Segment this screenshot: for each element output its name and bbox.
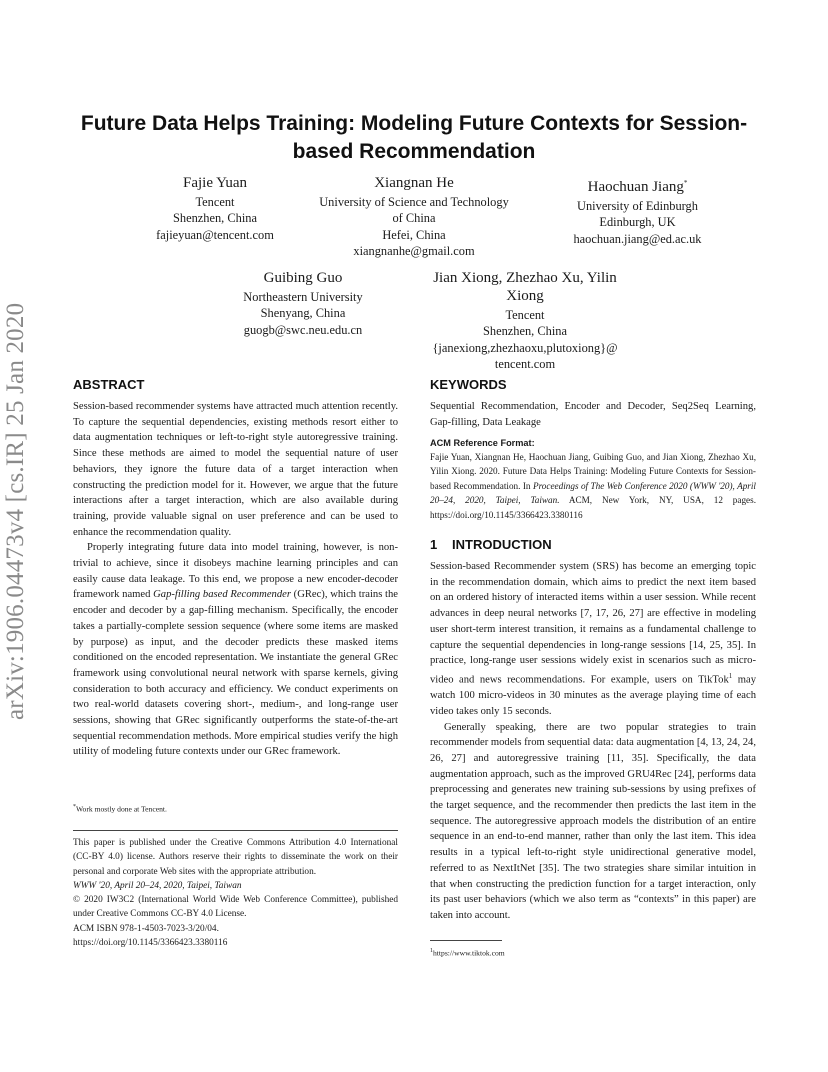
- keywords-text: Sequential Recommendation, Encoder and Decoder, Seq2Seq Learning, Gap-filling, Data Leakage: [430, 401, 756, 428]
- introduction-section: [430, 537, 756, 924]
- author-name: Haochuan Jiang*: [587, 179, 688, 195]
- author-affiliation: University of Science and Technology: [319, 195, 509, 209]
- introduction-paragraph-1: Session-based Recommender system (SRS) has become an emerging topic in the recommendation domain, which aims to predict the next item based on an ordered history of interacted items within a user session. While recent advances in deep neural networks [7, 17, 26, 27] are effective in modeling user short-term interest transition, it remains as a fundamental challenge to capture the sequential dependencies in long-range sessions [14, 25, 35]. In practice, long-range user sessions widely exist in scenarios such as micro-video and news recommendations. For example, users on TikTok$^1$ may watch 100 micro-videos in 30 minutes as the average playing time of each video takes only 15 seconds.: [430, 561, 757, 717]
- license-text: This paper is published under the Creative Commons Attribution 4.0 International (CC-BY 4.0) license. Authors reserve their rights to disseminate the work on their personal and corporate Web sites with the appropriate attribution.: [73, 838, 398, 877]
- author-block-3: [535, 174, 740, 247]
- author-email: {janexiong,zhezhaoxu,plutoxiong}@: [432, 340, 618, 355]
- introduction-heading: 1 INTRODUCTION: [430, 537, 552, 552]
- author-name: Guibing Guo: [263, 270, 343, 286]
- isbn-line: ACM ISBN 978-1-4503-7023-3/20/04.: [73, 923, 219, 934]
- author-email-cont: tencent.com: [494, 356, 556, 371]
- author-location: Shenzhen, China: [173, 211, 257, 226]
- author-block-1: [115, 174, 315, 243]
- footnote-tiktok: $^1$https://www.tiktok.com: [430, 948, 505, 958]
- author-name: Xiangnan He: [374, 175, 454, 191]
- author-location: Edinburgh, UK: [599, 215, 676, 230]
- abstract-section: [73, 377, 398, 760]
- paper-title: Future Data Helps Training: Modeling Future Contexts for Session-based Recommendation: [80, 112, 748, 163]
- author-email: xiangnanhe@gmail.com: [353, 243, 475, 258]
- author-email: fajieyuan@tencent.com: [156, 227, 274, 242]
- keywords-section: [430, 377, 756, 430]
- author-location: Hefei, China: [382, 227, 446, 242]
- acm-reference-section: [430, 437, 756, 522]
- tiktok-link[interactable]: https://www.tiktok.com: [433, 948, 505, 958]
- conference-line: WWW '20, April 20–24, 2020, Taipei, Taiwan: [73, 880, 242, 891]
- acm-reference-text: Fajie Yuan, Xiangnan He, Haochuan Jiang, Guibing Guo, and Jian Xiong, Zhezhao Xu, Yilin Xiong. 2020. Future Data Helps Training: Modeling Future Contexts for Session-based Recommendation. In Proceedings of The Web Conference 2020 (WWW '20), April 20–24, 2020, Taipei, Taiwan. ACM, New York, NY, USA, 12 pages. https://doi.org/10.1145/3366423.3380116: [430, 452, 756, 520]
- author-name-cont: Xiong: [506, 288, 544, 304]
- footnote-work: *Work mostly done at Tencent.: [73, 804, 167, 814]
- doi-link[interactable]: https://doi.org/10.1145/3366423.3380116: [73, 938, 228, 949]
- copyright-line: © 2020 IW3C2 (International World Wide Web Conference Committee), published under Creative Commons CC-BY 4.0 License.: [73, 895, 398, 920]
- footnote-divider: [430, 940, 502, 941]
- arxiv-stamp: arXiv:1906.04473v4 [cs.IR] 25 Jan 2020: [2, 302, 29, 720]
- abstract-paragraph-1: Session-based recommender systems have attracted much attention recently. To capture the sequential dependencies, existing methods resort either to data augmentation techniques or left-to-right style autoregressive training. Since these methods are aimed to model the sequential nature of user behaviors, they ignore the future data of a target interaction when constructing the prediction model for it. However, we argue that the future interactions after a target interaction, which are also available during training, provide valuable signal on user preference and can be used to enhance the recommendation quality.: [73, 401, 398, 538]
- author-affiliation-cont: of China: [392, 211, 436, 226]
- acm-reference-heading: ACM Reference Format:: [430, 438, 535, 448]
- author-affiliation: Tencent: [195, 195, 235, 209]
- license-block: [73, 836, 398, 950]
- author-block-2: [304, 174, 524, 259]
- keywords-heading: KEYWORDS: [430, 377, 507, 392]
- author-location: Shenzhen, China: [483, 324, 567, 339]
- author-name: Fajie Yuan: [182, 175, 247, 191]
- author-email: haochuan.jiang@ed.ac.uk: [573, 231, 702, 246]
- abstract-paragraph-2: Properly integrating future data into model training, however, is non-trivial to achieve, since it disobeys machine learning principles and can easily cause data leakage. To this end, we propose a new encoder-decoder framework named Gap-filling based Recommender (GRec), which trains the encoder and decoder by a gap-filling mechanism. Specifically, the encoder takes a partially-complete session sequence (where some items are masked by purpose) as input, and the decoder predicts these masked items conditioned on the encoded representation. We instantiate the general GRec framework using convolutional neural network with sparse kernels, giving consideration to both accuracy and efficiency. We conduct experiments on two real-world datasets covering short-, medium-, and long-range user sessions, showing that GRec significantly outperforms the state-of-the-art sequential recommendation methods. More empirical studies verify the high utility of modeling future contexts under our GRec framework.: [73, 542, 398, 758]
- author-affiliation: University of Edinburgh: [577, 199, 698, 213]
- author-location: Shenyang, China: [260, 306, 346, 321]
- author-email: guogb@swc.neu.edu.cn: [243, 322, 363, 337]
- author-affiliation: Northeastern University: [243, 290, 363, 304]
- author-name: Jian Xiong, Zhezhao Xu, Yilin: [433, 270, 617, 286]
- license-divider: [73, 830, 398, 831]
- author-block-4: [203, 269, 403, 338]
- author-affiliation: Tencent: [505, 308, 545, 322]
- introduction-paragraph-2: Generally speaking, there are two popular strategies to train recommender models from sequential data: data augmentation [4, 13, 24, 24, 26, 27] and autoregressive training [11, 35]. Specifically, the data augmentation approach, such as the improved GRU4Rec [24], performs data preprocessing and generates new training sub-sessions by using prefixes of the target sequence, and the recommender then predicts the last item in the sequence. The autoregressive approach models the distribution of an entire sequence in an end-to-end manner, rather than only the last item. This idea results in a typical left-to-right style unidirectional generative model, referred to as NextItNet [35]. The two strategies share similar intuition in that when constructing the prediction function for a target interaction, only its past user behaviors (which we also term as “contexts” in this paper) are taken into account.: [430, 721, 756, 921]
- author-block-5: [414, 269, 636, 372]
- abstract-heading: ABSTRACT: [73, 377, 145, 392]
